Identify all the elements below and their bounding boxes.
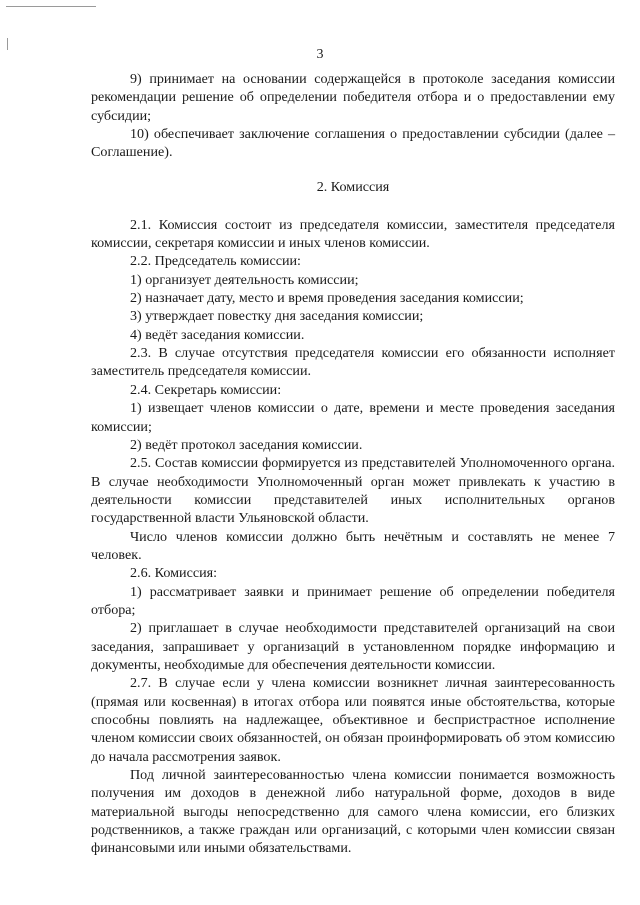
paragraph: 2.6. Комиссия:	[130, 565, 218, 582]
paragraph: 2.7. В случае если у члена комиссии возникнет личная заинтересованность (прямая или косвенная) в итогах отбора или появятся иные обстоятельства, которые способны повлиять на надлежащее, объективное и беспристрастное исполнение членом комиссии своих обязанностей, он обязан проинформировать об этом комиссию до начала рассмотрения заявок.	[91, 675, 615, 765]
paragraph: 2) назначает дату, место и время проведения заседания комиссии;	[130, 290, 524, 307]
paragraph: 2.3. В случае отсутствия председателя комиссии его обязанности исполняет заместитель председателя комиссии.	[91, 345, 615, 380]
document-body	[91, 70, 615, 858]
paragraph: 4) ведёт заседания комиссии.	[130, 326, 305, 343]
paragraph: 9) принимает на основании содержащейся в протоколе заседания комиссии рекомендации решение об определении победителя отбора и о предоставлении ему субсидии;	[91, 71, 615, 124]
paragraph: 1) извещает членов комиссии о дате, времени и месте проведения заседания комиссии;	[91, 400, 615, 435]
scan-artifact	[6, 6, 96, 7]
paragraph: 1) рассматривает заявки и принимает решение об определении победителя отбора;	[91, 583, 615, 618]
paragraph: Под личной заинтересованностью члена комиссии понимается возможность получения им доходов в денежной либо натуральной форме, доходов в виде материальной выгоды непосредственно для самого члена комиссии, его близких родственников, а также граждан или организаций, с которыми член комиссии связан финансовыми или иными обязательствами.	[91, 767, 615, 857]
paragraph: 2) приглашает в случае необходимости представителей организаций на свои заседания, запрашивает у организаций в установленном порядке информацию и документы, необходимые для обеспечения деятельности комиссии.	[91, 620, 615, 673]
paragraph: 3) утверждает повестку дня заседания комиссии;	[130, 308, 424, 325]
paragraph: 1) организует деятельность комиссии;	[130, 271, 359, 288]
paragraph: 10) обеспечивает заключение соглашения о предоставлении субсидии (далее – Соглашение).	[91, 126, 615, 161]
paragraph: 2.2. Председатель комиссии:	[130, 253, 301, 270]
page-number: 3	[316, 47, 324, 62]
paragraph: 2.5. Состав комиссии формируется из представителей Уполномоченного органа. В случае необходимости Уполномоченный орган может привлекать к участию в деятельности комиссии представителей иных исполнительных органов государственной власти Ульяновской области.	[91, 455, 615, 527]
paragraph: Число членов комиссии должно быть нечётным и составлять не менее 7 человек.	[91, 528, 615, 563]
paragraph: 2) ведёт протокол заседания комиссии.	[130, 436, 363, 453]
section-title: 2. Комиссия	[316, 178, 390, 195]
paragraph: 2.4. Секретарь комиссии:	[130, 381, 282, 398]
paragraph: 2.1. Комиссия состоит из председателя комиссии, заместителя председателя комиссии, секретаря комиссии и иных членов комиссии.	[91, 216, 615, 252]
